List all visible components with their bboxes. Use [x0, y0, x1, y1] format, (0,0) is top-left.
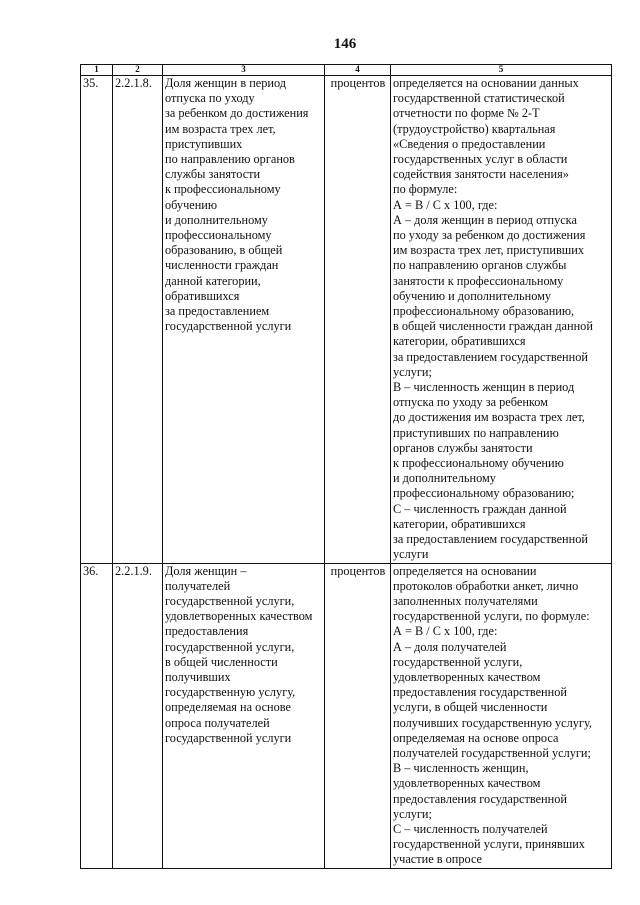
calculation-method-line: в общей численности граждан данной [393, 319, 593, 334]
row-number: 36. [81, 563, 113, 868]
calculation-method-line: и дополнительному [393, 471, 496, 486]
calculation-method-line: услуги [393, 547, 429, 562]
indicator-name-line: и дополнительному [165, 212, 268, 227]
indicator-name-line: Доля женщин – [165, 563, 247, 578]
calculation-method-line: получателей государственной услуги; [393, 745, 591, 760]
indicator-name-line: службы занятости [165, 167, 261, 182]
indicator-name-line: получивших [165, 669, 231, 684]
indicator-name [163, 76, 325, 564]
indicator-name-line: обучению [165, 197, 218, 212]
calculation-method-line: профессиональному образованию; [393, 486, 575, 501]
indicator-name-line: численности граждан [165, 258, 279, 273]
calculation-method-line: по уходу за ребенком до достижения [393, 228, 586, 243]
indicator-name-line: приступивших [165, 136, 243, 151]
calculation-method-line: С – численность граждан данной [393, 501, 567, 516]
indicator-name [163, 563, 325, 868]
calculation-method-line: обучению и дополнительному [393, 288, 552, 303]
calculation-method-line: предоставления государственной [393, 685, 567, 700]
indicator-name-line: опроса получателей [165, 715, 270, 730]
header-col-2: 2 [113, 65, 163, 76]
unit-of-measure: процентов [325, 76, 391, 564]
indicator-name-line: предоставления [165, 624, 249, 639]
calculation-method-line: занятости к профессиональному [393, 273, 564, 288]
calculation-method-line: государственных услуг в области [393, 152, 568, 167]
calculation-method-line: В – численность женщин, [393, 761, 529, 776]
calculation-method-line: профессиональному образованию, [393, 304, 575, 319]
indicator-name-line: образованию, в общей [165, 243, 283, 258]
indicator-name-line: по направлению органов [165, 152, 295, 167]
calculation-method-line: В – численность женщин в период [393, 380, 575, 395]
calculation-method-line: категории, обратившихся [393, 516, 526, 531]
calculation-method-line: по направлению органов службы [393, 258, 567, 273]
indicator-name-line: определяемая на основе [165, 700, 291, 715]
indicator-name-line: государственной услуги, [165, 639, 295, 654]
header-col-5: 5 [391, 65, 612, 76]
calculation-method-line: услуги; [393, 806, 432, 821]
table-body [81, 76, 612, 869]
calculation-method-line: С – численность получателей [393, 821, 548, 836]
calculation-method-line: заполненных получателями [393, 593, 538, 608]
calculation-method-line: предоставления государственной [393, 791, 567, 806]
calculation-method [391, 76, 612, 564]
calculation-method-line: содействия занятости населения» [393, 167, 569, 182]
calculation-method-line: протоколов обработки анкет, лично [393, 578, 579, 593]
indicator-name-line: за предоставлением [165, 304, 270, 319]
calculation-method-line: А – доля женщин в период отпуска [393, 212, 577, 227]
calculation-method-line: (трудоустройство) квартальная [393, 121, 556, 136]
calculation-method-line: государственной услуги, по формуле: [393, 609, 590, 624]
calculation-method-line: участие в опросе [393, 852, 483, 867]
indicator-name-line: Доля женщин в период [165, 76, 287, 90]
calculation-method-line: определяется на основании [393, 563, 537, 578]
calculation-method-line: к профессиональному обучению [393, 456, 564, 471]
row-number: 35. [81, 76, 113, 564]
calculation-method-line: приступивших по направлению [393, 425, 559, 440]
indicator-name-line: им возраста трех лет, [165, 121, 276, 136]
indicators-table [80, 64, 612, 869]
indicator-name-line: к профессиональному [165, 182, 281, 197]
indicator-name-line: профессиональному [165, 228, 272, 243]
unit-of-measure: процентов [325, 563, 391, 868]
calculation-method-line: «Сведения о предоставлении [393, 136, 546, 151]
indicator-name-line: отпуска по уходу [165, 91, 255, 106]
calculation-method-line: получивших государственную услугу, [393, 715, 592, 730]
indicator-code: 2.2.1.8. [113, 76, 163, 564]
calculation-method-line: определяемая на основе опроса [393, 730, 559, 745]
table-header-row [81, 65, 612, 76]
table-row [81, 76, 612, 564]
calculation-method-line: определяется на основании данных [393, 76, 579, 90]
indicator-name-line: государственную услугу, [165, 685, 296, 700]
indicator-name-line: государственной услуги, [165, 593, 295, 608]
calculation-method-line: А = В / С х 100, где: [393, 197, 498, 212]
calculation-method-line: удовлетворенных качеством [393, 776, 541, 791]
indicator-name-line: за ребенком до достижения [165, 106, 309, 121]
calculation-method-line: государственной статистической [393, 91, 565, 106]
calculation-method-line: отпуска по уходу за ребенком [393, 395, 548, 410]
header-col-1: 1 [81, 65, 113, 76]
calculation-method-line: услуги, в общей численности [393, 700, 548, 715]
page-number: 146 [333, 36, 357, 52]
calculation-method-line: до достижения им возраста трех лет, [393, 410, 585, 425]
calculation-method-line: за предоставлением государственной [393, 349, 588, 364]
calculation-method-line: категории, обратившихся [393, 334, 526, 349]
indicator-name-line: в общей численности [165, 654, 278, 669]
calculation-method-line: А – доля получателей [393, 639, 507, 654]
calculation-method-line: органов службы занятости [393, 440, 533, 455]
calculation-method [391, 563, 612, 868]
indicator-name-line: данной категории, [165, 273, 261, 288]
calculation-method-line: удовлетворенных качеством [393, 669, 541, 684]
calculation-method-line: отчетности по форме № 2-Т [393, 106, 540, 121]
indicator-name-line: обратившихся [165, 288, 240, 303]
calculation-method-line: за предоставлением государственной [393, 532, 588, 547]
calculation-method-line: государственной услуги, [393, 654, 523, 669]
table-row [81, 563, 612, 868]
indicator-name-line: удовлетворенных качеством [165, 609, 313, 624]
calculation-method-line: по формуле: [393, 182, 458, 197]
indicator-name-line: получателей [165, 578, 231, 593]
calculation-method-line: им возраста трех лет, приступивших [393, 243, 584, 258]
header-col-4: 4 [325, 65, 391, 76]
indicator-name-line: государственной услуги [165, 730, 292, 745]
calculation-method-line: А = В / С х 100, где: [393, 624, 498, 639]
indicator-name-line: государственной услуги [165, 319, 292, 334]
header-col-3: 3 [163, 65, 325, 76]
indicator-code: 2.2.1.9. [113, 563, 163, 868]
calculation-method-line: услуги; [393, 364, 432, 379]
calculation-method-line: государственной услуги, принявших [393, 837, 585, 852]
